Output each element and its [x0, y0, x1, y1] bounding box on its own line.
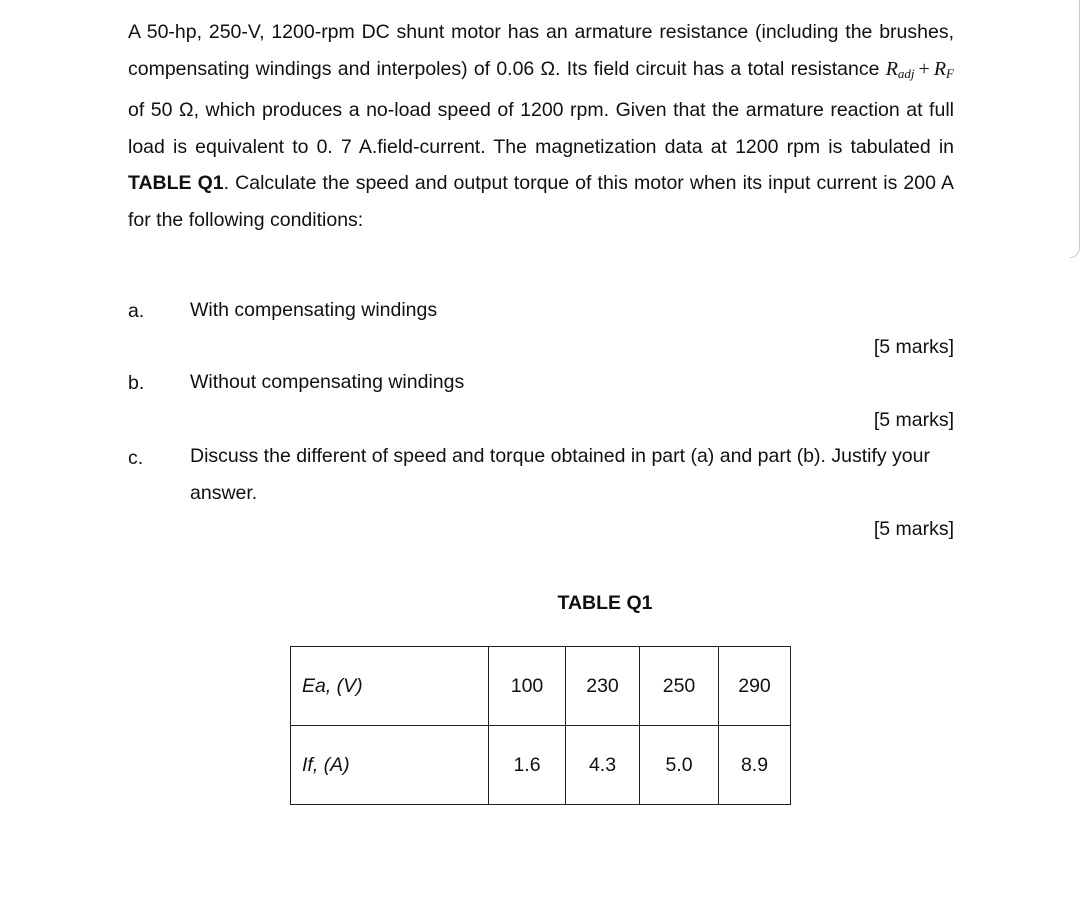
- question-b-letter: b.: [128, 372, 145, 394]
- statement-text-1: A 50-hp, 250-V, 1200-rpm DC shunt motor has an armature resistance (including the brushes, compensating windings and interpoles) of 0.06 Ω. Its field circuit has a total resistance: [128, 21, 954, 80]
- question-a-letter: a.: [128, 300, 145, 322]
- row-label-if: If, (A): [291, 726, 489, 805]
- question-a-marks: [5 marks]: [873, 336, 954, 358]
- table-cell: 250: [640, 647, 719, 726]
- question-a-text: With compensating windings: [190, 299, 438, 321]
- table-reference: TABLE Q1: [128, 172, 224, 195]
- table-cell: 5.0: [640, 726, 719, 805]
- statement-text-3: . Calculate the speed and output torque of this motor when its input current is 200 A for the following conditions:: [128, 172, 954, 231]
- row-label-ea: Ea, (V): [291, 647, 489, 726]
- magnetization-table: [290, 646, 791, 805]
- statement-text-2: of 50 Ω, which produces a no-load speed of 1200 rpm. Given that the armature reaction at full load is equivalent to 0. 7 A.field-current. The magnetization data at 1200 rpm is tabulated in: [128, 99, 954, 158]
- question-b-text: Without compensating windings: [190, 371, 465, 393]
- table-cell: 100: [489, 647, 566, 726]
- table-cell: 8.9: [719, 726, 791, 805]
- question-b-marks: [5 marks]: [873, 409, 954, 431]
- table-title: TABLE Q1: [557, 592, 653, 614]
- table-row: [291, 647, 791, 726]
- page-edge: [1070, 0, 1080, 258]
- table-cell: 1.6: [489, 726, 566, 805]
- radj-symbol: $R_{adj}$: [885, 57, 915, 81]
- table-cell: 4.3: [566, 726, 640, 805]
- question-c-marks: [5 marks]: [873, 518, 954, 540]
- question-c-text: Discuss the different of speed and torque obtained in part (a) and part (b). Justify your answer.: [190, 445, 930, 504]
- table-cell: 290: [719, 647, 791, 726]
- rf-symbol: $R_F$: [933, 57, 954, 81]
- table-row: [291, 726, 791, 805]
- question-c-letter: c.: [128, 447, 144, 469]
- table-cell: 230: [566, 647, 640, 726]
- problem-statement: [128, 14, 954, 239]
- plus-sign: +: [918, 57, 930, 80]
